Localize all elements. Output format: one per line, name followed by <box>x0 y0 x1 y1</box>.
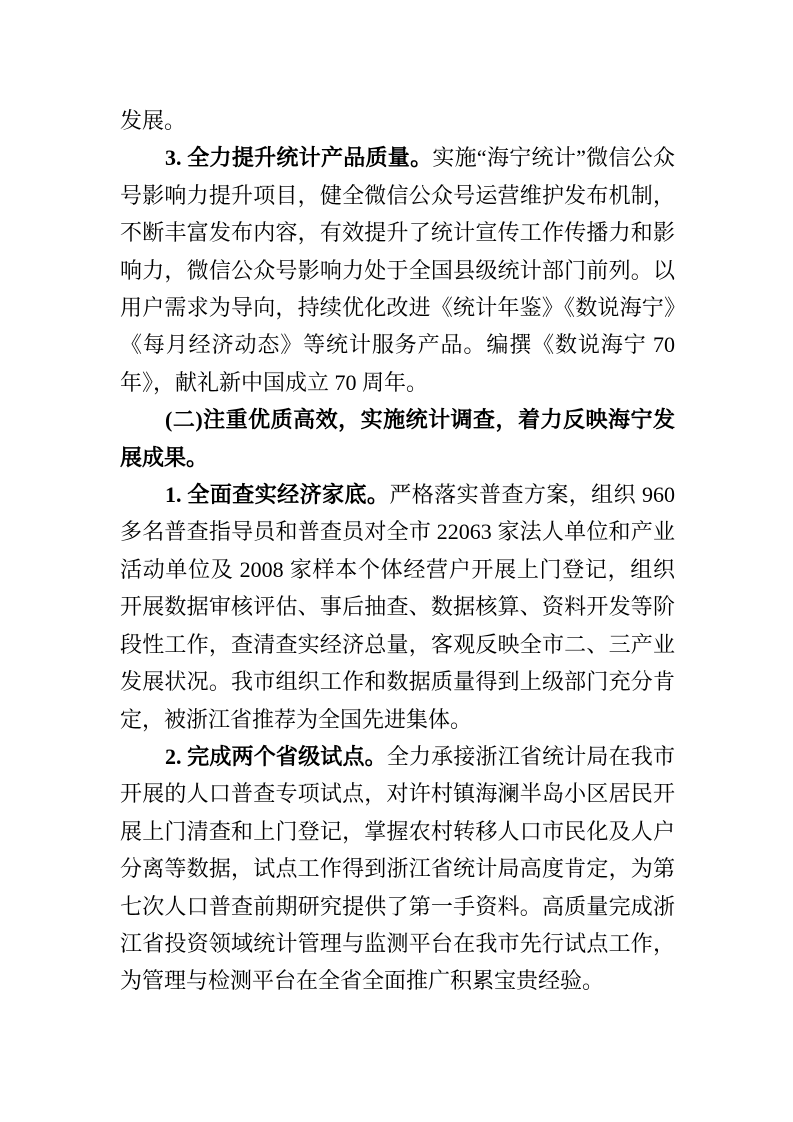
body-text-run: 发展。 <box>120 108 187 133</box>
paragraph-item-2 <box>120 738 675 1000</box>
paragraph-item-3 <box>120 139 675 401</box>
section-heading-run: (二)注重优质高效，实施统计调查，着力反映海宁发展成果。 <box>120 407 675 470</box>
paragraph-item-1 <box>120 476 675 738</box>
document-text-block <box>120 102 675 1000</box>
paragraph-tail-previous <box>120 102 675 139</box>
body-text-run: 全力承接浙江省统计局在我市开展的人口普查专项试点，对许村镇海澜半岛小区居民开展上门清查和上门登记，掌握农村转移人口市民化及人户分离等数据，试点工作得到浙江省统计局高度肯定，为第七次人口普查前期研究提供了第一手资料。高质量完成浙江省投资领域统计管理与监测平台在我市先行试点工作，为管理与检测平台在全省全面推广积累宝贵经验。 <box>120 743 675 994</box>
body-text-run: 严格落实普查方案，组织 960 多名普查指导员和普查员对全市 22063 家法人单位和产业活动单位及 2008 家样本个体经营户开展上门登记，组织开展数据审核评估、事后抽查、数据核算、资料开发等阶段性工作，查清查实经济总量，客观反映全市二、三产业发展状况。我市组织工作和数据质量得到上级部门充分肯定，被浙江省推荐为全国先进集体。 <box>120 482 675 732</box>
item-heading-run: 3. 全力提升统计产品质量。 <box>165 145 433 171</box>
paragraph-section-heading <box>120 401 675 476</box>
item-heading-run: 2. 完成两个省级试点。 <box>165 743 387 769</box>
body-text-run: 实施“海宁统计”微信公众号影响力提升项目，健全微信公众号运营维护发布机制，不断丰富发布内容，有效提升了统计宣传工作传播力和影响力，微信公众号影响力处于全国县级统计部门前列。以用户需求为导向，持续优化改进《统计年鉴》《数说海宁》《每月经济动态》等统计服务产品。编撰《数说海宁 70 年》，献礼新中国成立 70 周年。 <box>120 145 675 395</box>
item-heading-run: 1. 全面查实经济家底。 <box>165 482 390 508</box>
